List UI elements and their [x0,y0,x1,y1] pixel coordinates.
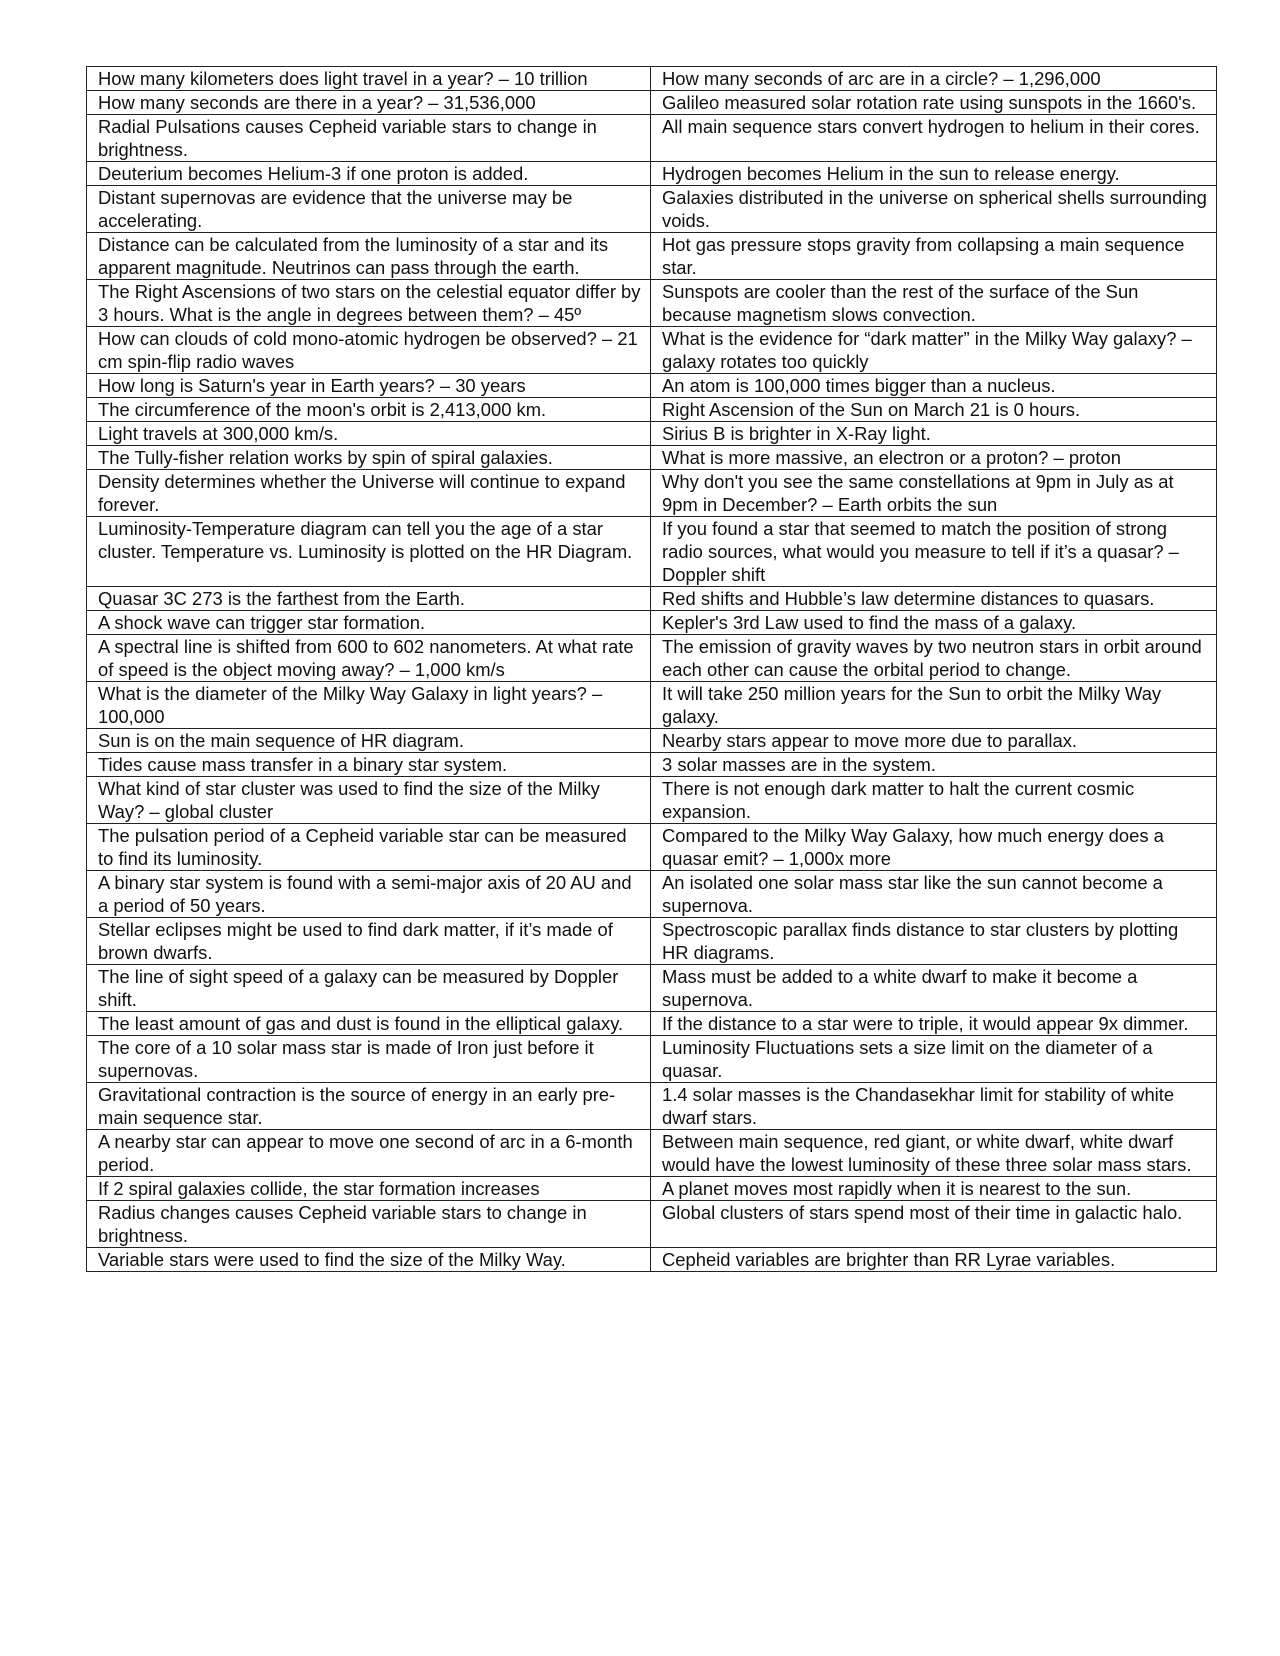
table-cell-left: Radial Pulsations causes Cepheid variable stars to change in brightness. [87,115,651,162]
table-row [87,918,1217,965]
table-cell-left: A shock wave can trigger star formation. [87,611,651,635]
table-row [87,1201,1217,1248]
table-cell-left: Light travels at 300,000 km/s. [87,422,651,446]
table-row [87,186,1217,233]
table-cell-right: It will take 250 million years for the Sun to orbit the Milky Way galaxy. [651,682,1217,729]
table-cell-right: Spectroscopic parallax finds distance to star clusters by plotting HR diagrams. [651,918,1217,965]
table-row [87,635,1217,682]
table-cell-left: How long is Saturn's year in Earth years? – 30 years [87,374,651,398]
table-cell-right: 3 solar masses are in the system. [651,753,1217,777]
astronomy-facts-table [86,66,1217,1272]
table-cell-right: A planet moves most rapidly when it is nearest to the sun. [651,1177,1217,1201]
table-cell-left: What kind of star cluster was used to find the size of the Milky Way? – global cluster [87,777,651,824]
table-cell-left: How many seconds are there in a year? – 31,536,000 [87,91,651,115]
table-cell-right: Hydrogen becomes Helium in the sun to release energy. [651,162,1217,186]
table-cell-left: Deuterium becomes Helium-3 if one proton is added. [87,162,651,186]
table-cell-left: If 2 spiral galaxies collide, the star formation increases [87,1177,651,1201]
table-row [87,611,1217,635]
table-row [87,398,1217,422]
table-cell-left: Sun is on the main sequence of HR diagram. [87,729,651,753]
table-cell-left: Stellar eclipses might be used to find dark matter, if it’s made of brown dwarfs. [87,918,651,965]
table-cell-left: How many kilometers does light travel in a year? – 10 trillion [87,67,651,91]
table-cell-left: The core of a 10 solar mass star is made of Iron just before it supernovas. [87,1036,651,1083]
table-row [87,422,1217,446]
table-cell-right: Red shifts and Hubble’s law determine distances to quasars. [651,587,1217,611]
table-row [87,91,1217,115]
table-cell-left: The circumference of the moon's orbit is 2,413,000 km. [87,398,651,422]
table-cell-left: The Tully-fisher relation works by spin of spiral galaxies. [87,446,651,470]
table-cell-right: Mass must be added to a white dwarf to make it become a supernova. [651,965,1217,1012]
table-row [87,517,1217,587]
table-cell-right: 1.4 solar masses is the Chandasekhar limit for stability of white dwarf stars. [651,1083,1217,1130]
table-cell-left: Quasar 3C 273 is the farthest from the Earth. [87,587,651,611]
table-cell-right: Why don't you see the same constellations at 9pm in July as at 9pm in December? – Earth orbits the sun [651,470,1217,517]
table-row [87,67,1217,91]
table-row [87,871,1217,918]
table-cell-right: There is not enough dark matter to halt the current cosmic expansion. [651,777,1217,824]
table-cell-right: Luminosity Fluctuations sets a size limit on the diameter of a quasar. [651,1036,1217,1083]
table-row [87,1083,1217,1130]
table-cell-left: Luminosity-Temperature diagram can tell you the age of a star cluster. Temperature vs. Luminosity is plotted on the HR Diagram. [87,517,651,587]
table-cell-left: Distant supernovas are evidence that the universe may be accelerating. [87,186,651,233]
table-cell-right: Hot gas pressure stops gravity from collapsing a main sequence star. [651,233,1217,280]
table-cell-left: What is the diameter of the Milky Way Galaxy in light years? – 100,000 [87,682,651,729]
table-cell-right: Sirius B is brighter in X-Ray light. [651,422,1217,446]
table-cell-right: Right Ascension of the Sun on March 21 is 0 hours. [651,398,1217,422]
table-row [87,587,1217,611]
table-row [87,1130,1217,1177]
table-cell-right: Cepheid variables are brighter than RR Lyrae variables. [651,1248,1217,1272]
table-row [87,1177,1217,1201]
table-cell-left: The least amount of gas and dust is found in the elliptical galaxy. [87,1012,651,1036]
table-row [87,777,1217,824]
table-cell-left: A spectral line is shifted from 600 to 602 nanometers. At what rate of speed is the object moving away? – 1,000 km/s [87,635,651,682]
table-row [87,470,1217,517]
table-row [87,280,1217,327]
table-row [87,729,1217,753]
table-cell-right: Galileo measured solar rotation rate using sunspots in the 1660's. [651,91,1217,115]
table-cell-right: Between main sequence, red giant, or white dwarf, white dwarf would have the lowest luminosity of these three solar mass stars. [651,1130,1217,1177]
table-row [87,682,1217,729]
table-row [87,115,1217,162]
table-cell-left: Distance can be calculated from the luminosity of a star and its apparent magnitude. Neutrinos can pass through the earth. [87,233,651,280]
table-cell-left: Radius changes causes Cepheid variable stars to change in brightness. [87,1201,651,1248]
table-cell-right: If you found a star that seemed to match the position of strong radio sources, what would you measure to tell if it’s a quasar? – Doppler shift [651,517,1217,587]
table-cell-right: An isolated one solar mass star like the sun cannot become a supernova. [651,871,1217,918]
table-row [87,1248,1217,1272]
table-cell-right: Nearby stars appear to move more due to parallax. [651,729,1217,753]
table-cell-left: Gravitational contraction is the source of energy in an early pre-main sequence star. [87,1083,651,1130]
table-cell-right: What is the evidence for “dark matter” in the Milky Way galaxy? – galaxy rotates too quickly [651,327,1217,374]
table-row [87,162,1217,186]
table-cell-right: An atom is 100,000 times bigger than a nucleus. [651,374,1217,398]
table-cell-left: How can clouds of cold mono-atomic hydrogen be observed? – 21 cm spin-flip radio waves [87,327,651,374]
table-cell-right: Kepler's 3rd Law used to find the mass of a galaxy. [651,611,1217,635]
table-row [87,753,1217,777]
facts-table-body [87,67,1217,1272]
table-cell-right: How many seconds of arc are in a circle? – 1,296,000 [651,67,1217,91]
table-cell-left: The line of sight speed of a galaxy can be measured by Doppler shift. [87,965,651,1012]
table-cell-right: Compared to the Milky Way Galaxy, how much energy does a quasar emit? – 1,000x more [651,824,1217,871]
table-row [87,446,1217,470]
table-cell-left: Density determines whether the Universe will continue to expand forever. [87,470,651,517]
table-row [87,233,1217,280]
table-cell-right: Galaxies distributed in the universe on spherical shells surrounding voids. [651,186,1217,233]
table-cell-right: All main sequence stars convert hydrogen to helium in their cores. [651,115,1217,162]
table-row [87,374,1217,398]
table-cell-right: If the distance to a star were to triple, it would appear 9x dimmer. [651,1012,1217,1036]
table-row [87,965,1217,1012]
table-row [87,1036,1217,1083]
table-row [87,1012,1217,1036]
table-cell-left: The pulsation period of a Cepheid variable star can be measured to find its luminosity. [87,824,651,871]
table-cell-left: Tides cause mass transfer in a binary star system. [87,753,651,777]
table-cell-left: A nearby star can appear to move one second of arc in a 6-month period. [87,1130,651,1177]
table-cell-right: The emission of gravity waves by two neutron stars in orbit around each other can cause the orbital period to change. [651,635,1217,682]
table-row [87,824,1217,871]
table-cell-left: The Right Ascensions of two stars on the celestial equator differ by 3 hours. What is the angle in degrees between them? – 45º [87,280,651,327]
table-row [87,327,1217,374]
table-cell-right: What is more massive, an electron or a proton? – proton [651,446,1217,470]
table-cell-left: A binary star system is found with a semi-major axis of 20 AU and a period of 50 years. [87,871,651,918]
table-cell-right: Global clusters of stars spend most of their time in galactic halo. [651,1201,1217,1248]
table-cell-right: Sunspots are cooler than the rest of the surface of the Sun because magnetism slows convection. [651,280,1217,327]
table-cell-left: Variable stars were used to find the size of the Milky Way. [87,1248,651,1272]
